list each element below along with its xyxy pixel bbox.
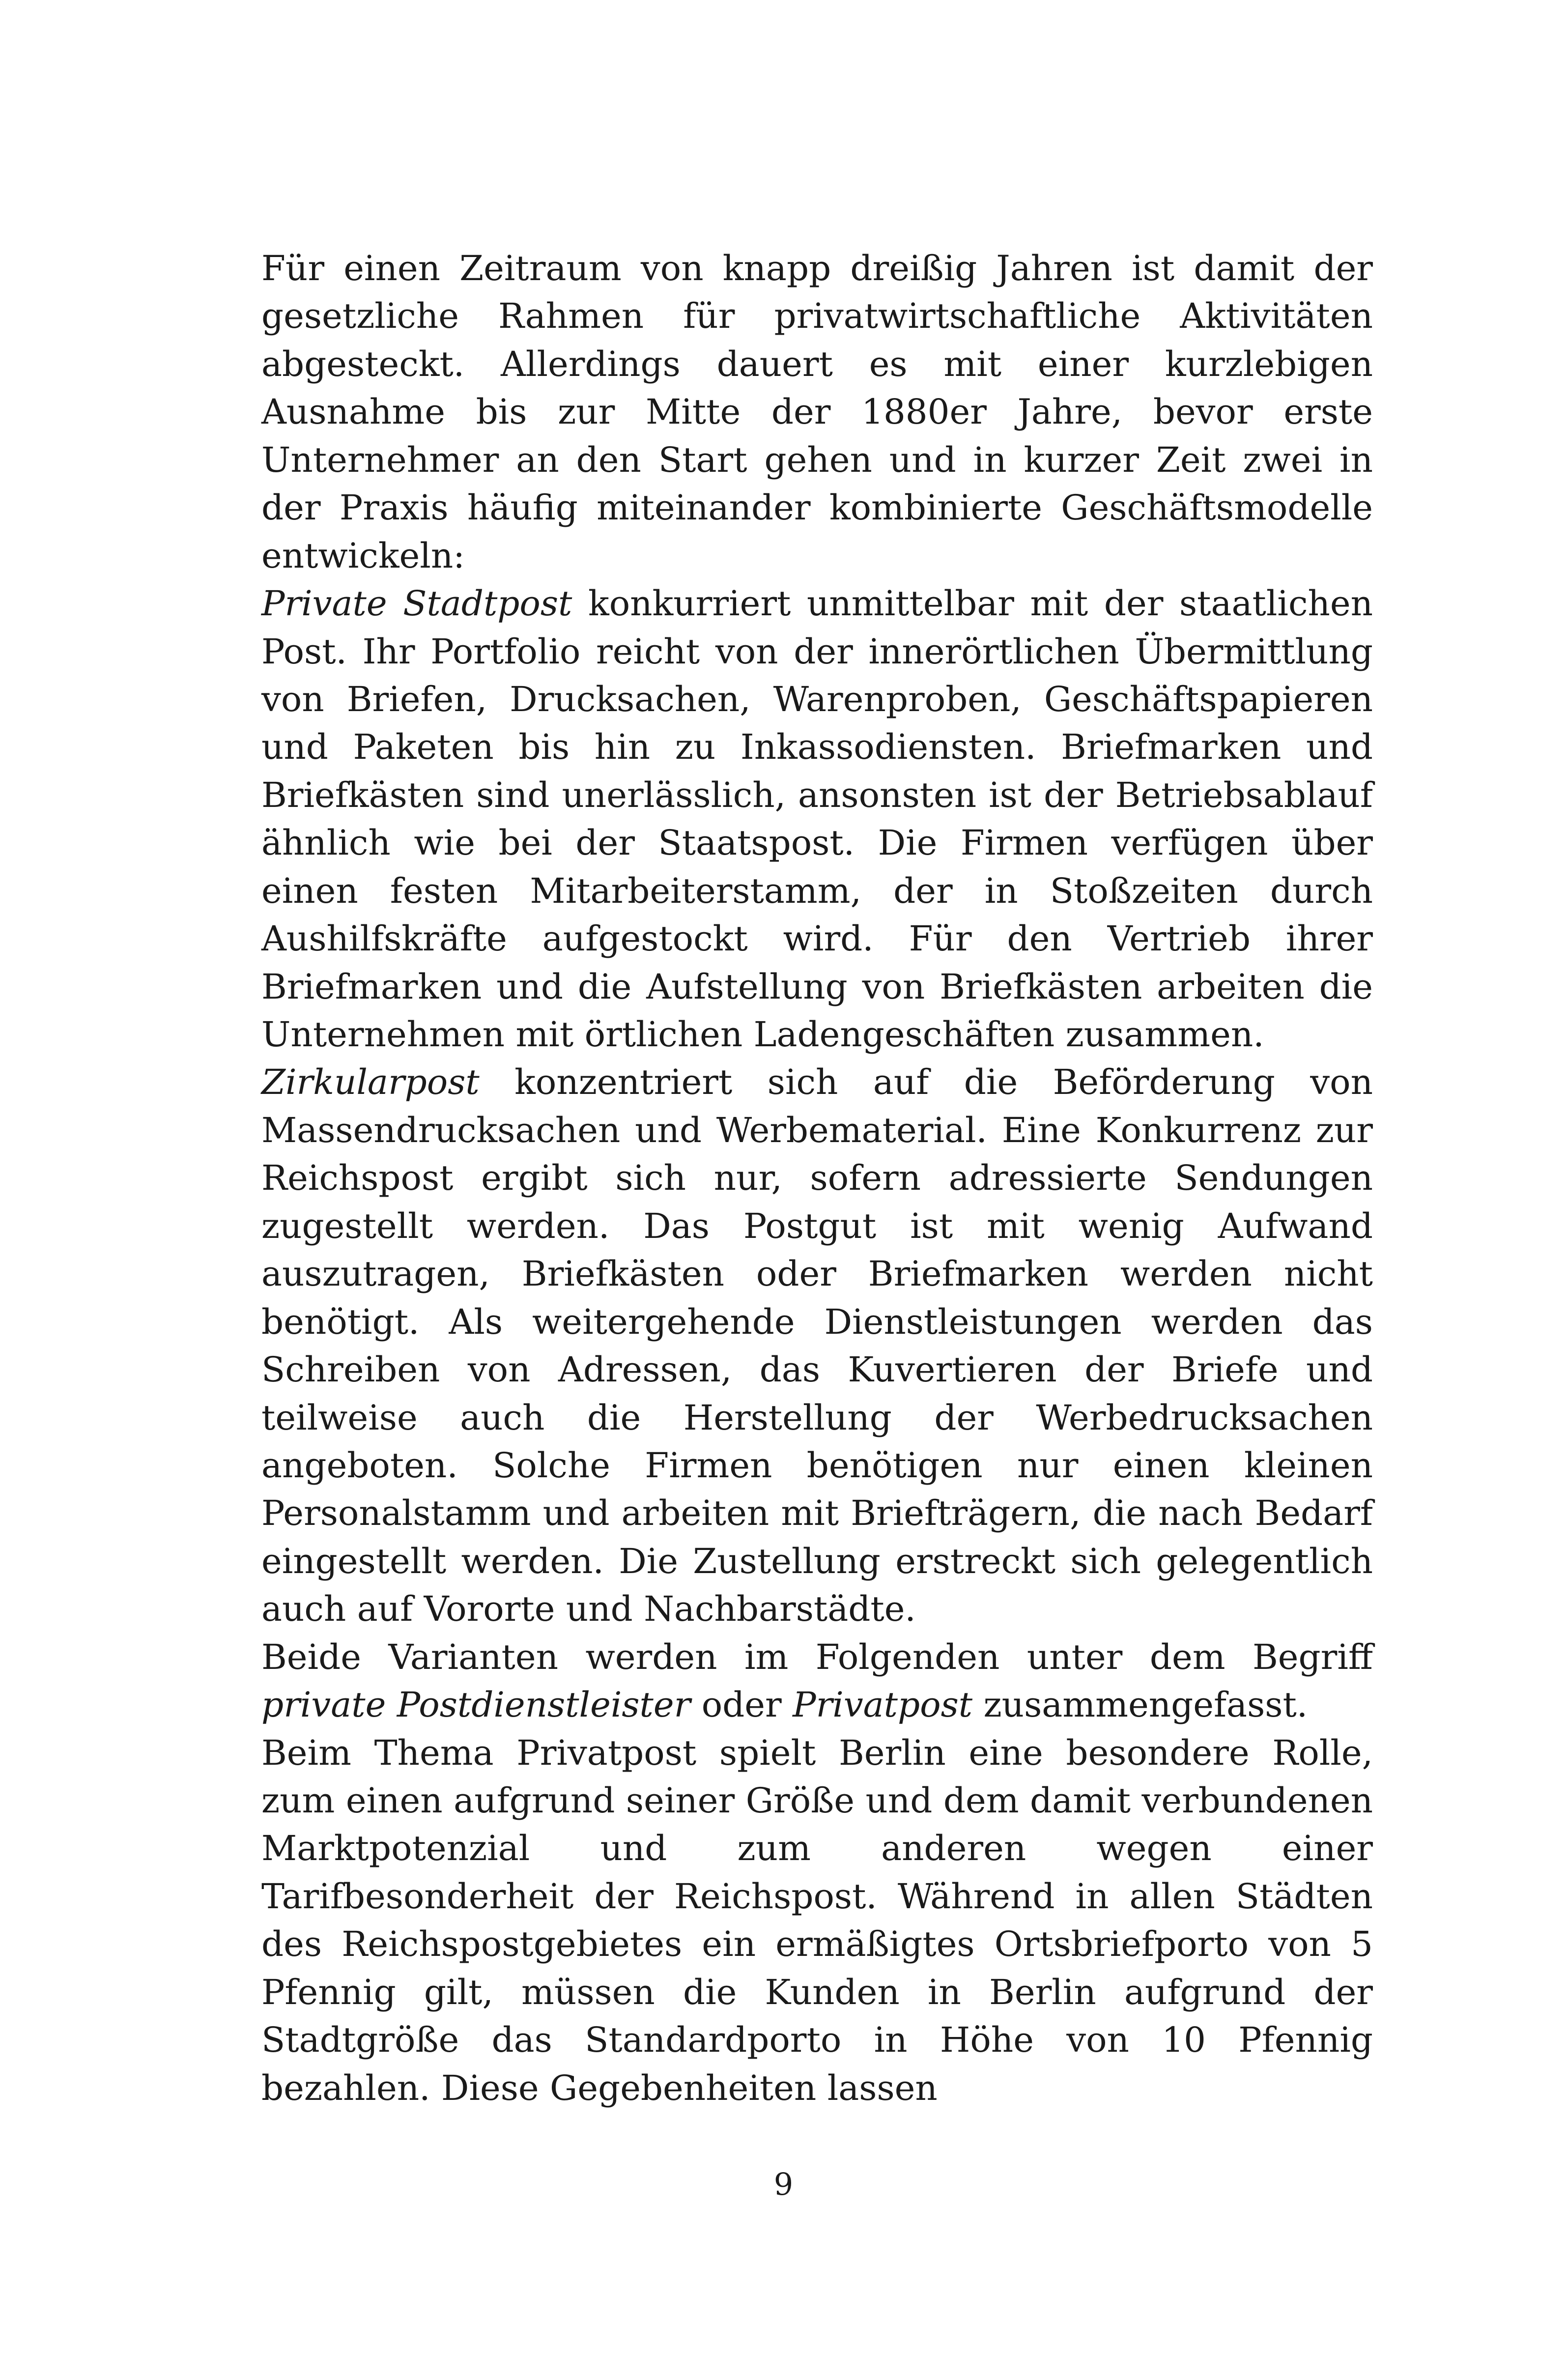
paragraph-text: oder bbox=[690, 1685, 793, 1725]
paragraph-summary bbox=[261, 1634, 1373, 1729]
paragraph-intro bbox=[261, 245, 1373, 580]
paragraph-text: Beide Varianten werden im Folgenden unter dem Begriff bbox=[261, 1636, 1373, 1677]
paragraph-zirkularpost bbox=[261, 1059, 1373, 1633]
term-private-stadtpost: Private Stadtpost bbox=[261, 583, 572, 624]
term-private-postdienstleister: private Postdienstleister bbox=[261, 1685, 691, 1725]
paragraph-private-stadtpost bbox=[261, 580, 1373, 1059]
term-zirkularpost: Zirkularpost bbox=[261, 1062, 480, 1103]
body-text bbox=[261, 245, 1373, 2112]
paragraph-text: konzentriert sich auf die Beförderung von Massendrucksachen und Werbematerial. Eine Konkurrenz zur Reichspost ergibt sich nur, sofern adressierte Sendungen zugestellt werden. Das Postgut ist mit wenig Aufwand auszutragen, Briefkästen oder Briefmarken werden nicht benötigt. Als weitergehende Dienstleistungen werden das Schreiben von Adressen, das Kuvertieren der Briefe und teilweise auch die Herstellung der Werbedrucksachen angeboten. Solche Firmen benötigen nur einen kleinen Personalstamm und arbeiten mit Briefträgern, die nach Bedarf eingestellt werden. Die Zustellung erstreckt sich gelegentlich auch auf Vororte und Nachbarstädte. bbox=[261, 1062, 1373, 1630]
paragraph-text: zusammengefasst. bbox=[972, 1685, 1308, 1725]
paragraph-berlin bbox=[261, 1729, 1373, 2113]
page-number: 9 bbox=[773, 2166, 794, 2202]
paragraph-text: Beim Thema Privatpost spielt Berlin eine besondere Rolle, zum einen aufgrund seiner Größe und dem damit verbundenen Marktpotenzial und zum anderen wegen einer Tarifbesonderheit der Reichspost. Während in allen Städten des Reichspostgebietes ein ermäßigtes Ortsbriefporto von 5 Pfennig gilt, müssen die Kunden in Berlin aufgrund der Stadtgröße das Standardporto in Höhe von 10 Pfennig bezahlen. Diese Gegebenheiten lassen bbox=[261, 1732, 1373, 2108]
paragraph-text: Für einen Zeitraum von knapp dreißig Jahren ist damit der gesetzliche Rahmen für privatwirtschaftliche Aktivitäten abgesteckt. Allerdings dauert es mit einer kurzlebigen Ausnahme bis zur Mitte der 1880er Jahre, bevor erste Unternehmer an den Start gehen und in kurzer Zeit zwei in der Praxis häufig miteinander kombinierte Geschäftsmodelle entwickeln: bbox=[261, 248, 1373, 576]
term-privatpost: Privatpost bbox=[793, 1685, 973, 1725]
paragraph-text: konkurriert unmittelbar mit der staatlichen Post. Ihr Portfolio reicht von der innerörtlichen Übermittlung von Briefen, Drucksachen, Warenproben, Geschäftspapieren und Paketen bis hin zu Inkassodiensten. Briefmarken und Briefkästen sind unerlässlich, ansonsten ist der Betriebsablauf ähnlich wie bei der Staatspost. Die Firmen verfügen über einen festen Mitarbeiterstamm, der in Stoßzeiten durch Aushilfskräfte aufgestockt wird. Für den Vertrieb ihrer Briefmarken und die Aufstellung von Briefkästen arbeiten die Unternehmen mit örtlichen Ladengeschäften zusammen. bbox=[261, 583, 1373, 1055]
